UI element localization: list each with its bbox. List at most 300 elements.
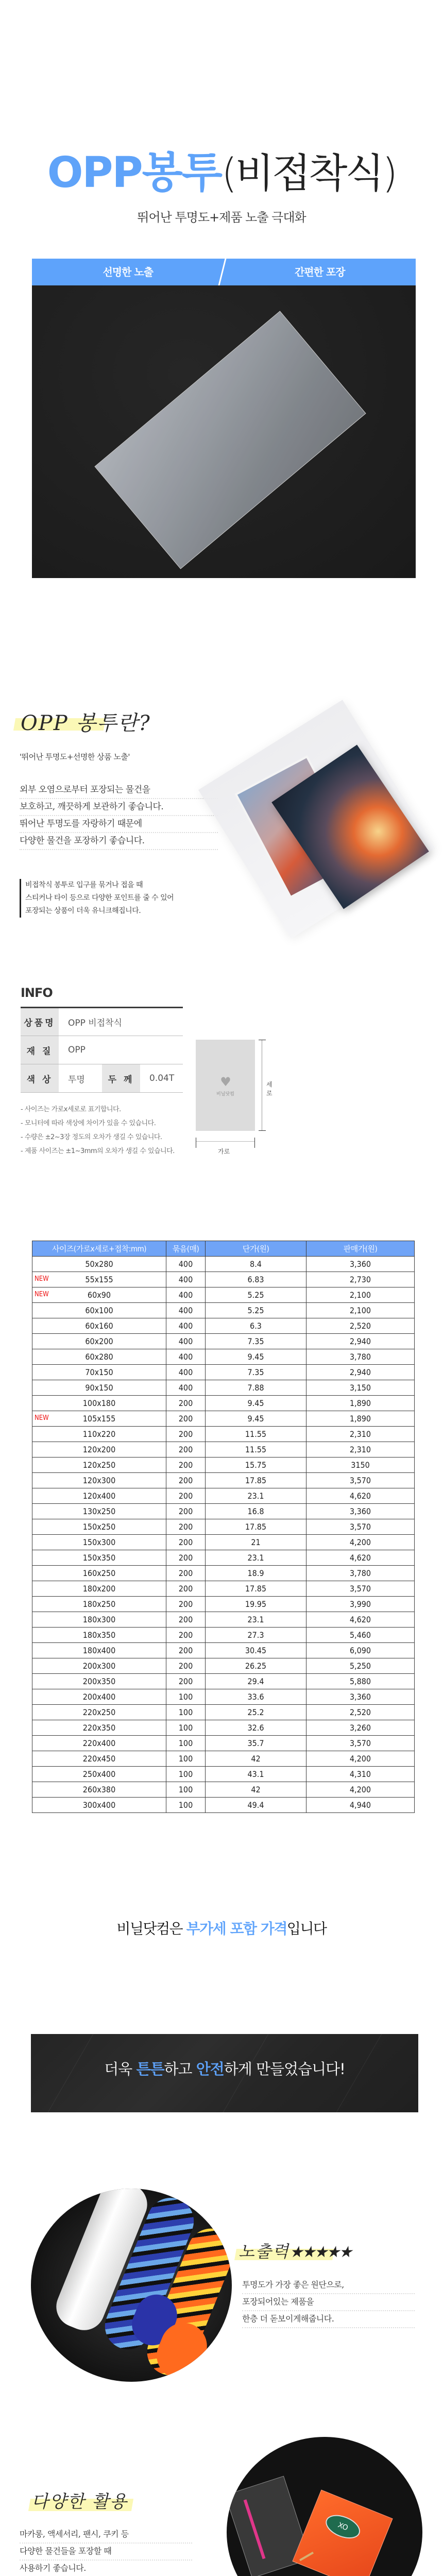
unit-price-cell bbox=[206, 1550, 306, 1566]
five-stars-icon: ★★★★★ bbox=[289, 2243, 351, 2261]
price-row bbox=[32, 1334, 415, 1349]
info-note: - 사이즈는 가로x세로로 표기합니다. bbox=[21, 1106, 121, 1113]
vat-prefix: 비닐닷컴은 bbox=[116, 1920, 186, 1937]
size-cell-text: 150x250 bbox=[82, 1522, 116, 1532]
size-cell bbox=[32, 1597, 166, 1612]
unit-price-cell bbox=[206, 1380, 306, 1396]
sale-price-cell-text: 6,090 bbox=[349, 1646, 371, 1655]
price-row bbox=[32, 1488, 415, 1504]
unit-price-cell-text: 25.2 bbox=[247, 1707, 264, 1717]
price-row bbox=[32, 1674, 415, 1689]
sale-price-cell bbox=[306, 1767, 415, 1782]
height-label: 세로 bbox=[266, 1081, 272, 1097]
sale-price-cell-text: 3,150 bbox=[349, 1383, 371, 1393]
unit-price-cell bbox=[206, 1628, 306, 1643]
durability-text bbox=[31, 2058, 418, 2079]
size-cell-text: 120x250 bbox=[82, 1460, 116, 1470]
quantity-cell bbox=[166, 1396, 206, 1411]
unit-price-cell bbox=[206, 1767, 306, 1782]
size-cell-text: 150x300 bbox=[82, 1537, 116, 1547]
quantity-cell-text: 100 bbox=[178, 1692, 193, 1702]
price-row bbox=[32, 1287, 415, 1303]
unit-price-cell-text: 8.4 bbox=[250, 1259, 262, 1269]
sale-price-cell-text: 3,260 bbox=[349, 1723, 371, 1733]
opp-quote: '뛰어난 투명도+선명한 상품 노출' bbox=[20, 752, 130, 761]
durability-accent: 튼튼 bbox=[136, 2060, 164, 2078]
unit-price-cell bbox=[206, 1488, 306, 1504]
unit-price-cell-text: 17.85 bbox=[245, 1584, 267, 1594]
feature-usage-photo bbox=[227, 2437, 422, 2576]
sale-price-cell-text: 3,990 bbox=[349, 1599, 371, 1609]
size-cell bbox=[32, 1767, 166, 1782]
quantity-cell bbox=[166, 1272, 206, 1287]
quantity-cell bbox=[166, 1628, 206, 1643]
sale-price-cell-text: 2,940 bbox=[349, 1336, 371, 1346]
sale-price-cell-text: 4,620 bbox=[349, 1553, 371, 1563]
sale-price-cell-text: 3,780 bbox=[349, 1352, 371, 1362]
unit-price-cell-text: 16.8 bbox=[247, 1506, 264, 1516]
quantity-cell bbox=[166, 1257, 206, 1272]
size-cell bbox=[32, 1473, 166, 1488]
size-cell-text: 180x400 bbox=[82, 1646, 116, 1655]
size-cell bbox=[32, 1303, 166, 1318]
quantity-cell-text: 200 bbox=[178, 1661, 193, 1671]
size-cell bbox=[32, 1658, 166, 1674]
opp-heading bbox=[14, 707, 151, 738]
size-cell-text: 60x160 bbox=[85, 1321, 113, 1331]
feature-line: 포장되어있는 제품을 bbox=[242, 2294, 415, 2311]
unit-price-cell-text: 23.1 bbox=[247, 1553, 264, 1563]
quantity-cell bbox=[166, 1349, 206, 1365]
price-row bbox=[32, 1736, 415, 1751]
socks-stripe bbox=[244, 2499, 266, 2559]
unit-price-cell bbox=[206, 1287, 306, 1303]
size-cell-text: 220x400 bbox=[82, 1738, 116, 1748]
quantity-cell-text: 100 bbox=[178, 1800, 193, 1810]
price-row bbox=[32, 1427, 415, 1442]
vat-notice bbox=[0, 1918, 443, 1938]
wrapped-candy-image bbox=[292, 2489, 393, 2576]
quantity-cell-text: 400 bbox=[178, 1321, 193, 1331]
sale-price-cell bbox=[306, 1658, 415, 1674]
banner-header bbox=[32, 259, 416, 285]
unit-price-cell bbox=[206, 1535, 306, 1550]
unit-price-cell bbox=[206, 1427, 306, 1442]
candy-label: XO bbox=[322, 2511, 364, 2543]
quantity-cell-text: 200 bbox=[178, 1522, 193, 1532]
unit-price-cell bbox=[206, 1458, 306, 1473]
sale-price-cell bbox=[306, 1612, 415, 1628]
price-table-header bbox=[32, 1241, 415, 1257]
unit-price-cell bbox=[206, 1612, 306, 1628]
sale-price-cell bbox=[306, 1349, 415, 1365]
size-cell bbox=[32, 1612, 166, 1628]
sale-price-cell-text: 3150 bbox=[351, 1460, 370, 1470]
quantity-cell bbox=[166, 1674, 206, 1689]
sale-price-cell bbox=[306, 1334, 415, 1349]
unit-price-cell bbox=[206, 1318, 306, 1334]
size-cell bbox=[32, 1581, 166, 1597]
width-label: 가로 bbox=[218, 1148, 230, 1155]
hero-banner bbox=[32, 259, 416, 578]
width-dimension-line bbox=[196, 1141, 255, 1142]
price-row bbox=[32, 1658, 415, 1674]
quantity-cell-text: 200 bbox=[178, 1676, 193, 1686]
opp-line: 보호하고, 깨끗하게 보관하기 좋습니다. bbox=[20, 799, 218, 816]
sale-price-cell-text: 4,940 bbox=[349, 1800, 371, 1810]
quantity-cell-text: 200 bbox=[178, 1568, 193, 1578]
quantity-cell bbox=[166, 1488, 206, 1504]
page-title bbox=[0, 139, 443, 199]
sale-price-cell-text: 4,620 bbox=[349, 1615, 371, 1624]
quantity-cell-text: 200 bbox=[178, 1429, 193, 1439]
feature-line: 한층 더 돋보이게해줍니다. bbox=[242, 2311, 415, 2328]
price-row bbox=[32, 1272, 415, 1287]
info-row-product bbox=[21, 1008, 183, 1036]
size-cell-text: 220x450 bbox=[82, 1754, 116, 1764]
unit-price-cell-text: 49.4 bbox=[247, 1800, 264, 1810]
sale-price-cell bbox=[306, 1535, 415, 1550]
price-row bbox=[32, 1303, 415, 1318]
unit-price-cell bbox=[206, 1597, 306, 1612]
sale-price-cell bbox=[306, 1751, 415, 1767]
sale-price-cell bbox=[306, 1689, 415, 1705]
sale-price-cell-text: 3,780 bbox=[349, 1568, 371, 1578]
quantity-cell-text: 200 bbox=[178, 1460, 193, 1470]
opp-product-photo bbox=[211, 711, 443, 927]
quantity-cell bbox=[166, 1380, 206, 1396]
unit-price-cell bbox=[206, 1272, 306, 1287]
unit-price-cell bbox=[206, 1473, 306, 1488]
quantity-cell-text: 200 bbox=[178, 1630, 193, 1640]
size-cell bbox=[32, 1643, 166, 1658]
size-cell-text: 130x250 bbox=[82, 1506, 116, 1516]
info-table bbox=[21, 1007, 183, 1093]
new-badge: NEW bbox=[35, 1275, 49, 1283]
durability-accent: 안전 bbox=[196, 2060, 224, 2078]
quantity-cell bbox=[166, 1442, 206, 1458]
col-quantity: 묶음(매) bbox=[166, 1241, 206, 1257]
quantity-cell-text: 400 bbox=[178, 1275, 193, 1284]
banner-tab-easy-packing: 간편한 포장 bbox=[294, 266, 345, 278]
price-row bbox=[32, 1380, 415, 1396]
unit-price-cell bbox=[206, 1334, 306, 1349]
unit-price-cell-text: 21 bbox=[251, 1537, 261, 1547]
quantity-cell bbox=[166, 1612, 206, 1628]
unit-price-cell bbox=[206, 1257, 306, 1272]
quantity-cell bbox=[166, 1535, 206, 1550]
sale-price-cell bbox=[306, 1674, 415, 1689]
unit-price-cell bbox=[206, 1303, 306, 1318]
size-cell-text: 100x180 bbox=[82, 1398, 116, 1408]
info-heading: INFO bbox=[21, 986, 53, 1000]
sale-price-cell bbox=[306, 1427, 415, 1442]
unit-price-cell bbox=[206, 1705, 306, 1720]
opp-heading-text: OPP 봉투란? bbox=[21, 711, 151, 735]
new-badge: NEW bbox=[35, 1414, 49, 1422]
unit-price-cell bbox=[206, 1643, 306, 1658]
feature-exposure-heading bbox=[234, 2239, 389, 2269]
quantity-cell-text: 100 bbox=[178, 1785, 193, 1794]
feature-usage-heading bbox=[23, 2487, 147, 2518]
size-cell-text: 60x100 bbox=[85, 1306, 113, 1315]
info-value: OPP bbox=[59, 1036, 183, 1064]
sale-price-cell-text: 3,360 bbox=[349, 1259, 371, 1269]
price-row bbox=[32, 1720, 415, 1736]
feature-title bbox=[238, 2239, 351, 2262]
size-cell bbox=[32, 1334, 166, 1349]
price-row bbox=[32, 1550, 415, 1566]
price-row bbox=[32, 1504, 415, 1519]
quantity-cell-text: 200 bbox=[178, 1506, 193, 1516]
unit-price-cell bbox=[206, 1566, 306, 1581]
quantity-cell-text: 400 bbox=[178, 1259, 193, 1269]
quantity-cell-text: 200 bbox=[178, 1599, 193, 1609]
sale-price-cell bbox=[306, 1643, 415, 1658]
size-cell-text: 70x150 bbox=[85, 1367, 113, 1377]
quantity-cell bbox=[166, 1287, 206, 1303]
price-row bbox=[32, 1519, 415, 1535]
vat-suffix: 입니다 bbox=[286, 1920, 327, 1937]
unit-price-cell bbox=[206, 1782, 306, 1798]
page-subtitle: 뛰어난 투명도+제품 노출 극대화 bbox=[137, 210, 306, 225]
sale-price-cell bbox=[306, 1272, 415, 1287]
sale-price-cell bbox=[306, 1628, 415, 1643]
sale-price-cell bbox=[306, 1736, 415, 1751]
size-cell-text: 160x250 bbox=[82, 1568, 116, 1578]
quantity-cell bbox=[166, 1751, 206, 1767]
sale-price-cell bbox=[306, 1519, 415, 1535]
hero-product-photo bbox=[32, 285, 416, 578]
size-cell bbox=[32, 1458, 166, 1473]
size-cell-text: 180x300 bbox=[82, 1615, 116, 1624]
size-cell-text: 60x280 bbox=[85, 1352, 113, 1362]
unit-price-cell bbox=[206, 1349, 306, 1365]
quantity-cell bbox=[166, 1597, 206, 1612]
sale-price-cell bbox=[306, 1488, 415, 1504]
quantity-cell bbox=[166, 1736, 206, 1751]
unit-price-cell bbox=[206, 1751, 306, 1767]
quantity-cell-text: 200 bbox=[178, 1553, 193, 1563]
feature-line: 마카롱, 액세서리, 팬시, 쿠키 등 bbox=[20, 2527, 192, 2544]
quantity-cell bbox=[166, 1798, 206, 1813]
sale-price-cell-text: 5,250 bbox=[349, 1661, 371, 1671]
sale-price-cell bbox=[306, 1550, 415, 1566]
unit-price-cell-text: 9.45 bbox=[247, 1414, 264, 1423]
size-cell bbox=[32, 1736, 166, 1751]
size-cell-text: 50x280 bbox=[85, 1259, 113, 1269]
size-cell-text: 60x200 bbox=[85, 1336, 113, 1346]
sale-price-cell-text: 4,200 bbox=[349, 1785, 371, 1794]
title-main: OPP봉투 bbox=[47, 148, 222, 197]
size-cell bbox=[32, 1674, 166, 1689]
sale-price-cell-text: 3,570 bbox=[349, 1584, 371, 1594]
unit-price-cell-text: 7.35 bbox=[247, 1336, 264, 1346]
size-cell bbox=[32, 1442, 166, 1458]
quantity-cell bbox=[166, 1458, 206, 1473]
durability-text-part: 더욱 bbox=[104, 2060, 137, 2078]
quantity-cell bbox=[166, 1705, 206, 1720]
sale-price-cell-text: 1,890 bbox=[349, 1414, 371, 1423]
sale-price-cell bbox=[306, 1473, 415, 1488]
sale-price-cell-text: 2,100 bbox=[349, 1306, 371, 1315]
sale-price-cell-text: 2,520 bbox=[349, 1321, 371, 1331]
size-cell bbox=[32, 1628, 166, 1643]
sale-price-cell-text: 5,460 bbox=[349, 1630, 371, 1640]
price-row bbox=[32, 1767, 415, 1782]
feature-title: 다양한 활용 bbox=[31, 2492, 128, 2512]
unit-price-cell bbox=[206, 1658, 306, 1674]
size-cell-text: 200x300 bbox=[82, 1661, 116, 1671]
quantity-cell-text: 200 bbox=[178, 1615, 193, 1624]
quantity-cell-text: 400 bbox=[178, 1367, 193, 1377]
unit-price-cell-text: 15.75 bbox=[245, 1460, 267, 1470]
quantity-cell-text: 400 bbox=[178, 1336, 193, 1346]
quantity-cell-text: 400 bbox=[178, 1306, 193, 1315]
price-row bbox=[32, 1473, 415, 1488]
sale-price-cell bbox=[306, 1380, 415, 1396]
price-table-body bbox=[32, 1257, 415, 1813]
unit-price-cell bbox=[206, 1365, 306, 1380]
info-note: - 제품 사이즈는 ±1~3mm의 오차가 생길 수 있습니다. bbox=[21, 1147, 175, 1155]
quantity-cell bbox=[166, 1566, 206, 1581]
sale-price-cell-text: 2,520 bbox=[349, 1707, 371, 1717]
info-notes bbox=[21, 1103, 175, 1158]
quantity-cell bbox=[166, 1550, 206, 1566]
unit-price-cell-text: 11.55 bbox=[245, 1429, 267, 1439]
quantity-cell bbox=[166, 1473, 206, 1488]
size-cell bbox=[32, 1411, 166, 1427]
size-cell-text: 90x150 bbox=[85, 1383, 113, 1393]
size-cell-text: 120x200 bbox=[82, 1445, 116, 1454]
unit-price-cell-text: 29.4 bbox=[247, 1676, 264, 1686]
unit-price-cell bbox=[206, 1504, 306, 1519]
price-row bbox=[32, 1689, 415, 1705]
size-cell bbox=[32, 1287, 166, 1303]
quantity-cell bbox=[166, 1318, 206, 1334]
height-tick-bottom bbox=[259, 1130, 266, 1131]
sale-price-cell-text: 3,570 bbox=[349, 1738, 371, 1748]
unit-price-cell bbox=[206, 1519, 306, 1535]
opp-bag-image bbox=[94, 311, 366, 569]
quantity-cell bbox=[166, 1504, 206, 1519]
unit-price-cell-text: 17.85 bbox=[245, 1522, 267, 1532]
unit-price-cell bbox=[206, 1581, 306, 1597]
quantity-cell bbox=[166, 1658, 206, 1674]
sale-price-cell-text: 3,360 bbox=[349, 1692, 371, 1702]
unit-price-cell-text: 6.83 bbox=[247, 1275, 264, 1284]
feature-line: 사용하기 좋습니다. bbox=[20, 2561, 192, 2576]
size-cell bbox=[32, 1689, 166, 1705]
sale-price-cell bbox=[306, 1257, 415, 1272]
unit-price-cell-text: 5.25 bbox=[247, 1290, 264, 1300]
quantity-cell bbox=[166, 1519, 206, 1535]
size-cell-text: 200x350 bbox=[82, 1676, 116, 1686]
size-cell-text: 220x250 bbox=[82, 1707, 116, 1717]
opp-line: 뛰어난 투명도를 자랑하기 때문에 bbox=[20, 816, 218, 833]
col-sale-price: 판매가(원) bbox=[306, 1241, 415, 1257]
quantity-cell-text: 200 bbox=[178, 1537, 193, 1547]
title-sub: (비접착식) bbox=[222, 150, 396, 197]
opp-description bbox=[20, 782, 218, 850]
new-badge: NEW bbox=[35, 1291, 49, 1298]
sale-price-cell-text: 1,890 bbox=[349, 1398, 371, 1408]
logo-heart-icon: ♥ bbox=[220, 1075, 231, 1089]
sale-price-cell bbox=[306, 1458, 415, 1473]
feature-line: 투명도가 가장 좋은 원단으로, bbox=[242, 2277, 415, 2294]
quantity-cell-text: 100 bbox=[178, 1754, 193, 1764]
sale-price-cell-text: 2,310 bbox=[349, 1445, 371, 1454]
size-cell bbox=[32, 1566, 166, 1581]
vat-accent: 부가세 포함 가격 bbox=[186, 1920, 287, 1937]
unit-price-cell-text: 18.9 bbox=[247, 1568, 264, 1578]
size-cell bbox=[32, 1272, 166, 1287]
quantity-cell bbox=[166, 1334, 206, 1349]
sale-price-cell-text: 4,310 bbox=[349, 1769, 371, 1779]
feature-exposure-photo bbox=[31, 2189, 232, 2382]
sale-price-cell bbox=[306, 1396, 415, 1411]
sale-price-cell-text: 2,730 bbox=[349, 1275, 371, 1284]
quantity-cell-text: 100 bbox=[178, 1769, 193, 1779]
sale-price-cell bbox=[306, 1798, 415, 1813]
price-row bbox=[32, 1257, 415, 1272]
sale-price-cell-text: 4,200 bbox=[349, 1537, 371, 1547]
quantity-cell bbox=[166, 1643, 206, 1658]
unit-price-cell-text: 9.45 bbox=[247, 1398, 264, 1408]
quantity-cell-text: 100 bbox=[178, 1738, 193, 1748]
price-row bbox=[32, 1566, 415, 1581]
unit-price-cell-text: 19.95 bbox=[245, 1599, 267, 1609]
info-label: 재 질 bbox=[21, 1036, 59, 1064]
price-row bbox=[32, 1396, 415, 1411]
sale-price-cell bbox=[306, 1566, 415, 1581]
size-cell-text: 260x380 bbox=[82, 1785, 116, 1794]
size-cell-text: 200x400 bbox=[82, 1692, 116, 1702]
quantity-cell bbox=[166, 1303, 206, 1318]
size-cell bbox=[32, 1535, 166, 1550]
quantity-cell-text: 100 bbox=[178, 1723, 193, 1733]
price-row bbox=[32, 1751, 415, 1767]
price-row bbox=[32, 1442, 415, 1458]
col-size: 사이즈(가로x세로+접착:mm) bbox=[32, 1241, 166, 1257]
price-row bbox=[32, 1535, 415, 1550]
quantity-cell bbox=[166, 1365, 206, 1380]
quantity-cell-text: 200 bbox=[178, 1398, 193, 1408]
unit-price-cell-text: 17.85 bbox=[245, 1476, 267, 1485]
sale-price-cell bbox=[306, 1365, 415, 1380]
unit-price-cell-text: 42 bbox=[251, 1754, 261, 1764]
quantity-cell-text: 100 bbox=[178, 1707, 193, 1717]
price-table bbox=[32, 1241, 415, 1813]
size-cell bbox=[32, 1365, 166, 1380]
durability-banner bbox=[31, 2034, 418, 2112]
price-row bbox=[32, 1705, 415, 1720]
unit-price-cell-text: 35.7 bbox=[247, 1738, 264, 1748]
info-label: 색 상 bbox=[21, 1064, 59, 1093]
unit-price-cell-text: 5.25 bbox=[247, 1306, 264, 1315]
unit-price-cell-text: 23.1 bbox=[247, 1615, 264, 1624]
size-cell bbox=[32, 1380, 166, 1396]
feature-usage-description bbox=[20, 2527, 192, 2576]
opp-note-line: 포장되는 상품이 더욱 유니크해집니다. bbox=[25, 907, 141, 915]
opp-line: 외부 오염으로부터 포장되는 물건을 bbox=[20, 782, 218, 799]
sale-price-cell-text: 5,880 bbox=[349, 1676, 371, 1686]
quantity-cell-text: 200 bbox=[178, 1646, 193, 1655]
quantity-cell bbox=[166, 1767, 206, 1782]
size-cell bbox=[32, 1782, 166, 1798]
size-cell-text: 300x400 bbox=[82, 1800, 116, 1810]
quantity-cell-text: 200 bbox=[178, 1476, 193, 1485]
